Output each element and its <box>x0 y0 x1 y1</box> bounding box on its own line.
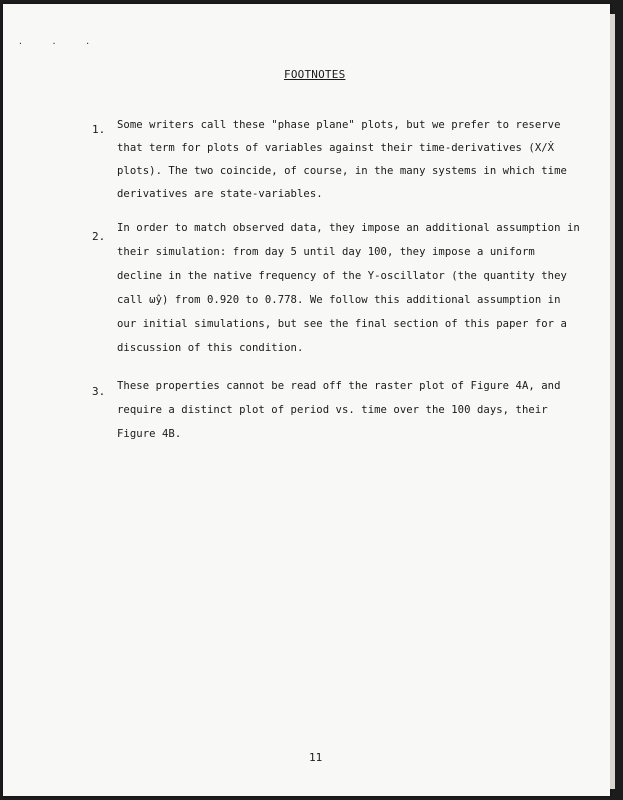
page-marks: . . . <box>18 37 103 46</box>
footnote-2-line-1: In order to match observed data, they impose an additional assumption in <box>117 222 580 234</box>
footnote-2-line-6: discussion of this condition. <box>117 342 304 354</box>
footnote-1-line-3: plots). The two coincide, of course, in the many systems in which time <box>117 165 567 177</box>
footnote-3-line-1: These properties cannot be read off the raster plot of Figure 4A, and <box>117 380 561 392</box>
footnote-2-line-3: decline in the native frequency of the Y-oscillator (the quantity they <box>117 270 567 282</box>
footnote-2-number: 2. <box>92 230 106 243</box>
footnote-2-line-4: call ω̂y) from 0.920 to 0.778. We follow this additional assumption in <box>117 294 561 306</box>
footnote-3-line-3: Figure 4B. <box>117 428 182 440</box>
footnote-1-line-2: that term for plots of variables against their time-derivatives (X/Ẋ <box>117 142 555 154</box>
footnote-1-line-1: Some writers call these "phase plane" plots, but we prefer to reserve <box>117 119 561 131</box>
page-heading: FOOTNOTES <box>284 68 346 81</box>
footnote-2-line-5: our initial simulations, but see the final section of this paper for a <box>117 318 567 330</box>
footnote-2-line-2: their simulation: from day 5 until day 100, they impose a uniform <box>117 246 535 258</box>
footnote-3-number: 3. <box>92 385 106 398</box>
page-number: 11 <box>309 751 323 764</box>
page-edge <box>610 14 615 789</box>
footnote-3-line-2: require a distinct plot of period vs. time over the 100 days, their <box>117 404 548 416</box>
footnote-1-line-4: derivatives are state-variables. <box>117 188 323 200</box>
footnote-1-number: 1. <box>92 123 106 136</box>
